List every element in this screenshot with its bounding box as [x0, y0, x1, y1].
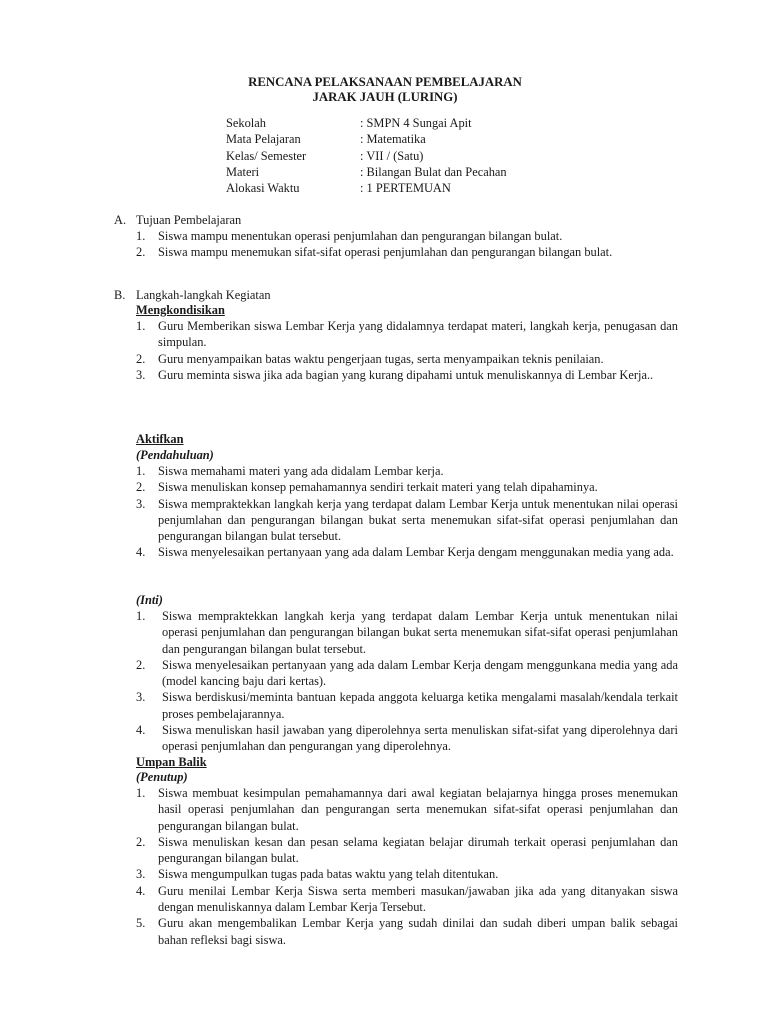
- info-label: Alokasi Waktu: [226, 181, 300, 196]
- list-item: [136, 351, 678, 367]
- list-item: [136, 608, 678, 657]
- list-item: [136, 689, 678, 722]
- objectives-list: [136, 228, 678, 261]
- info-value: : SMPN 4 Sungai Apit: [360, 116, 472, 130]
- item-text: Siswa memahami materi yang ada didalam Lembar kerja.: [158, 464, 444, 478]
- item-text: Siswa menuliskan kesan dan pesan selama kegiatan belajar dirumah terkait operasi penjumlahan dan pengurangan bilangan bulat.: [158, 834, 678, 866]
- info-label: Sekolah: [226, 116, 266, 130]
- mengkondisikan-heading: Mengkondisikan: [136, 303, 225, 317]
- aktifkan-heading: Aktifkan: [136, 432, 184, 446]
- umpan-balik-heading: Umpan Balik: [136, 755, 207, 769]
- inti-list: [136, 608, 678, 755]
- info-row: [226, 148, 507, 164]
- penutup-list: [136, 785, 678, 948]
- penutup-label: (Penutup): [136, 770, 188, 784]
- item-number: 1.: [136, 464, 146, 478]
- item-number: 2.: [136, 657, 146, 672]
- section-letter: B.: [114, 288, 126, 302]
- section-title: Langkah-langkah Kegiatan: [136, 288, 271, 302]
- list-item: [136, 657, 678, 690]
- item-number: 3.: [136, 690, 146, 705]
- pendahuluan-list: [136, 463, 678, 561]
- info-row: [226, 180, 507, 196]
- section-a-heading: [114, 212, 680, 228]
- item-text: Guru akan mengembalikan Lembar Kerja yang sudah dinilai dan sudah diberi umpan balik sebagai bahan refleksi bagi siswa.: [158, 916, 678, 947]
- info-value: : VII / (Satu): [360, 148, 424, 163]
- item-text: Siswa mampu menentukan operasi penjumlahan dan pengurangan bilangan bulat.: [158, 229, 563, 243]
- item-number: 1.: [136, 229, 146, 243]
- list-item: [136, 367, 678, 383]
- item-number: 3.: [136, 867, 146, 882]
- item-number: 1.: [136, 609, 146, 623]
- item-text: Siswa mempraktekkan langkah kerja yang terdapat dalam Lembar Kerja untuk menentukan nilai operasi penjumlahan dan pengurangan bilangan bukat serta menemukan sifat-sifat operasi penjumlahan dan pengurangan bilangan bulat tersebut.: [162, 609, 678, 656]
- info-value: : Bilangan Bulat dan Pecahan: [360, 164, 507, 179]
- item-number: 2.: [136, 480, 146, 495]
- item-number: 1.: [136, 319, 146, 333]
- item-number: 4.: [136, 883, 146, 898]
- item-number: 3.: [136, 367, 146, 382]
- identity-table: [226, 115, 507, 196]
- section-letter: A.: [114, 213, 127, 227]
- item-text: Guru menyampaikan batas waktu pengerjaan tugas, serta menyampaikan teknis penilaian.: [158, 351, 604, 366]
- list-item: [136, 722, 678, 755]
- list-item: [136, 915, 678, 948]
- info-value: : Matematika: [360, 132, 426, 147]
- list-item: [136, 479, 678, 495]
- item-text: Siswa mempraktekkan langkah kerja yang terdapat dalam Lembar Kerja untuk menentukan nilai operasi penjumlahan dan pengurangan bilangan bukat serta menemukan sifat-sifat operasi penjumlahan dan pengurangan bilangan bulat tersebut.: [158, 496, 678, 544]
- item-number: 2.: [136, 245, 146, 260]
- info-row: [226, 164, 507, 180]
- info-value: : 1 PERTEMUAN: [360, 181, 451, 196]
- section-title: Tujuan Pembelajaran: [136, 213, 242, 227]
- item-number: 2.: [136, 351, 146, 366]
- item-number: 1.: [136, 786, 146, 800]
- item-text: Guru menilai Lembar Kerja Siswa serta memberi masukan/jawaban jika ada yang ditanyakan siswa dengan menuliskannya dalam Lembar Kerja Tersebut.: [158, 883, 678, 915]
- item-text: Guru meminta siswa jika ada bagian yang kurang dipahami untuk menuliskannya di Lembar Kerja..: [158, 367, 654, 382]
- item-text: Siswa menyelesaikan pertanyaan yang ada dalam Lembar Kerja dengam menggunkana media yang ada (model kancing baju dari kertas).: [162, 657, 678, 689]
- inti-label: (Inti): [136, 593, 163, 607]
- list-item: [136, 834, 678, 867]
- item-text: Siswa berdiskusi/meminta bantuan kepada anggota keluarga ketika mengalami masalah/kendala terkait proses pembelajarannya.: [162, 690, 678, 721]
- item-text: Siswa menuliskan hasil jawaban yang diperolehnya serta menuliskan sifat-sifat yang diperolehnya dari operasi penjumlahan dan pengurangan yang diperolehnya.: [162, 723, 678, 754]
- section-b-heading: [114, 287, 680, 303]
- list-item: [136, 866, 678, 882]
- mengkondisikan-list: [136, 318, 678, 383]
- item-number: 2.: [136, 834, 146, 849]
- item-number: 4.: [136, 723, 146, 738]
- list-item: [136, 496, 678, 545]
- list-item: [136, 463, 678, 479]
- list-item: [136, 883, 678, 916]
- item-text: Siswa menuliskan konsep pemahamannya sendiri terkait materi yang telah dipahaminya.: [158, 480, 598, 495]
- item-text: Guru Memberikan siswa Lembar Kerja yang didalamnya terdapat materi, langkah kerja, penugasan dan simpulan.: [158, 319, 678, 350]
- info-label: Materi: [226, 164, 260, 179]
- item-text: Siswa menyelesaikan pertanyaan yang ada dalam Lembar Kerja dengam menggunakan media yang ada.: [158, 545, 674, 560]
- item-number: 4.: [136, 545, 146, 560]
- item-number: 3.: [136, 496, 146, 511]
- list-item: [136, 244, 678, 260]
- item-text: Siswa mengumpulkan tugas pada batas waktu yang telah ditentukan.: [158, 867, 499, 882]
- info-label: Mata Pelajaran: [226, 132, 301, 147]
- list-item: [136, 785, 678, 834]
- info-row: [226, 131, 507, 147]
- item-text: Siswa membuat kesimpulan pemahamannya dari awal kegiatan belajarnya hingga proses menemukan hasil operasi penjumlahan dan pengurangan serta menemukan sifat-sifat operasi penjumlahan dan pengurangan bilangan bulat.: [158, 786, 678, 833]
- item-number: 5.: [136, 916, 146, 931]
- list-item: [136, 318, 678, 351]
- list-item: [136, 544, 678, 560]
- item-text: Siswa mampu menemukan sifat-sifat operasi penjumlahan dan pengurangan bilangan bulat.: [158, 245, 613, 260]
- pendahuluan-label: (Pendahuluan): [136, 448, 214, 462]
- info-label: Kelas/ Semester: [226, 148, 307, 163]
- info-row: [226, 115, 507, 131]
- document-subtitle: JARAK JAUH (LURING): [312, 90, 458, 104]
- list-item: [136, 228, 678, 244]
- document-title: RENCANA PELAKSANAAN PEMBELAJARAN: [248, 75, 522, 89]
